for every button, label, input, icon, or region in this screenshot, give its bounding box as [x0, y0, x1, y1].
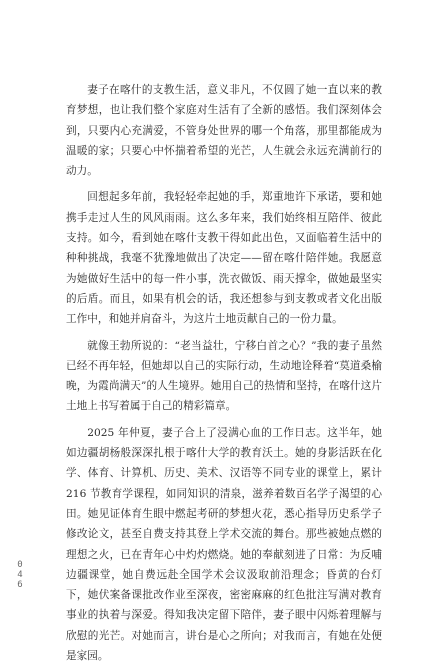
paragraph-3: 就像王勃所说的：“老当益壮，宁移白首之心？”我的妻子虽然已经不再年轻，但她却以自己的实际行动，生动地诠释着“莫道桑榆晚，为霞尚满天”的人生境界。她用自己的热情和坚持，在喀什这片土地上书写着属于自己的精彩篇章。	[66, 339, 382, 413]
page-number-digit: 4	[17, 570, 23, 580]
page-number	[16, 560, 24, 590]
page-number-digit: 0	[17, 560, 23, 570]
body-text	[66, 80, 382, 672]
paragraph-2: 回想起多年前，我轻轻牵起她的手，郑重地许下承诺，要和她携手走过人生的风风雨雨。这么多年来，我们始终相互陪伴、彼此支持。如今，看到她在喀什支教干得如此出色，又面临着生活中的种种挑战，我毫不犹豫地做出了决定——留在喀什陪伴她。我愿意为她做好生活中的每一件小事，洗衣做饭、雨天撑伞，做她最坚实的后盾。而且，如果有机会的话，我还想参与到支教或者文化出版工作中，和她并肩奋斗，为这片土地贡献自己的一份力量。	[66, 191, 382, 326]
paragraph-1: 妻子在喀什的支教生活，意义非凡，不仅圆了她一直以来的教育梦想，也让我们整个家庭对生活有了全新的感悟。我们深刻体会到，只要内心充满爱，不管身处世界的哪一个角落，那里都能成为温暖的家；只要心中怀揣着希望的光芒，人生就会永远充满前行的动力。	[66, 84, 382, 178]
paragraph-4: 2025 年仲夏，妻子合上了浸满心血的工作日志。这半年，她如边疆胡杨般深深扎根于喀什大学的教育沃土。她的身影活跃在化学、体育、计算机、历史、美术、汉语等不同专业的课堂上，累计 216 节教育学课程，如同知识的清泉，滋养着数百名学子渴望的心田。她见证体育生眼中燃起考研的梦想火花，悉心指导历史系学子修改论文，甚至自费支持其登上学术交流的舞台。那些被她点燃的理想之火，已在青年心中灼灼燃烧。她的奉献刻进了日常：为反哺边疆课堂，她自费远赴全国学术会议汲取前沿理念；昏黄的台灯下，她伏案备课批改作业至深夜，密密麻麻的红色批注写满对教育事业的执着与深爱。得知我决定留下陪伴，妻子眼中闪烁着理解与欣慰的光芒。对她而言，讲台是心之所向；对我而言，有她在处便是家园。	[66, 426, 382, 663]
page-number-digit: 6	[17, 580, 23, 590]
